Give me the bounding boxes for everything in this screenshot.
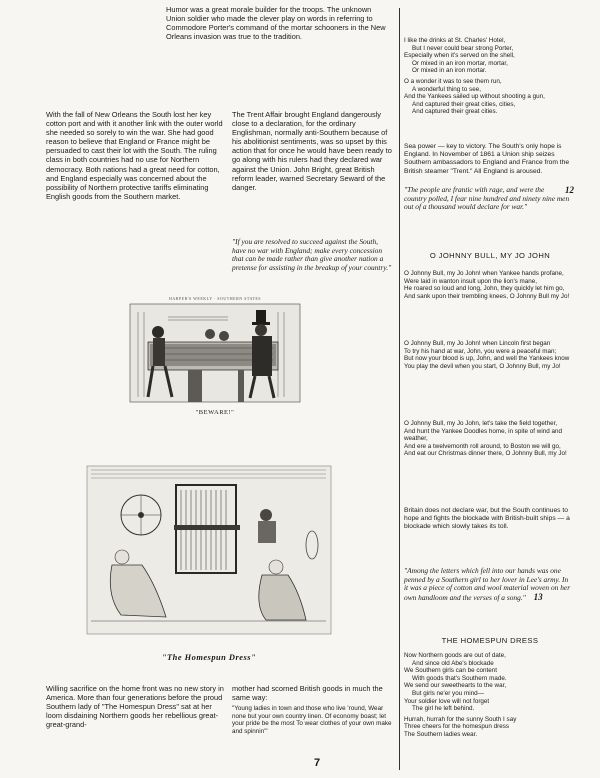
young-ladies-verse: "Young ladies in town and those who live 'round, Wear none but your own country linen. Of economy boast; let your pride be the most To wear clothes of your own make and spinnin'"	[232, 705, 392, 735]
johnny-bull-title: O JOHNNY BULL, MY JO JOHN	[429, 251, 551, 260]
letters-quote: "Among the letters which fell into our hands was one penned by a Southern girl to her lover in Lee's army. In it was a piece of cotton and wool material woven on her own handloom and the verses of a song."	[404, 566, 571, 602]
verse-line: With goods that's Southern made.	[412, 674, 507, 682]
homespun-caption: "The Homespun Dress"	[161, 653, 257, 662]
bright-quote: "If you are resolved to succeed against the South, have no war with England; make every concession that can be made rather than give another nation a pretense for assisting in the breakup of your country."	[232, 237, 392, 272]
homespun-engraving	[86, 465, 332, 641]
verse-line: And the Yankees sailed up without shooting a gun,	[404, 93, 545, 101]
beware-illustration-header: HARPER'S WEEKLY · SOUTHERN STATES	[168, 296, 262, 301]
homespun-dress-title: THE HOMESPUN DRESS	[441, 636, 539, 645]
beware-caption: "BEWARE!"	[195, 409, 235, 416]
letters-quote-block	[404, 567, 574, 602]
johnny-bull-stanza-1	[404, 270, 576, 300]
verse-line: We Southern girls can be content	[404, 667, 497, 675]
verse-line: I like the drinks at St. Charles' Hotel,	[404, 37, 506, 44]
verse-line: And hunt the Yankee Doodles home, in spite of wind and weather,	[404, 427, 562, 443]
verse-line: But I never could bear strong Porter,	[412, 44, 514, 52]
verse-line: And captured their great cities, cities,	[412, 100, 516, 108]
verse-line: O Johnny Bull, my Jo John, let's take the field together,	[404, 420, 558, 427]
johnny-bull-stanza-3	[404, 420, 576, 458]
footnote-number-12: 12	[565, 185, 574, 195]
verse-line: O Johnny Bull, my Jo John! when Yankee hands profane,	[404, 270, 564, 277]
verse-line: And sank upon their trembling knees, O Johnny Bull my Jo!	[404, 292, 570, 300]
verse-line: Hurrah, hurrah for the sunny South I say	[404, 715, 517, 723]
porter-verse	[404, 37, 576, 116]
page-number: 7	[314, 757, 321, 769]
willing-sacrifice-paragraph: Willing sacrifice on the home front was no new story in America. More than four generations before the proud Southern lady of "The Homespun Dress" sat at her loom disdaining Northern goods her rebellious great-great-grand-	[46, 684, 224, 730]
homespun-illustration	[86, 465, 332, 662]
verse-line: A wonderful thing to see,	[412, 85, 481, 93]
verse-line: Your soldier love will not forget	[404, 697, 490, 705]
humor-paragraph: Humor was a great morale builder for the troops. The unknown Union soldier who made the clever play on words in referring to Commodore Porter's command of the mortar schooners in the New Orleans invasion was true to the tradition.	[166, 5, 386, 42]
verse-line: And eat our Christmas dinner there, O Johnny Bull, my Jo!	[404, 450, 567, 458]
verse-line: And captured their great cities.	[412, 108, 498, 116]
beware-illustration	[128, 296, 302, 420]
homespun-dress-verse	[404, 652, 576, 739]
verse-line: We send our sweethearts to the war,	[404, 682, 507, 690]
verse-line: Now Northern goods are out of date,	[404, 652, 506, 659]
verse-line: Three cheers for the homespun dress	[404, 723, 510, 731]
verse-line: Especially when it's served on the shell,	[404, 52, 515, 60]
verse-line: And ere a twelvemonth roll around, to Boston we will go,	[404, 442, 561, 450]
column-divider	[399, 8, 400, 770]
frantic-quote-block	[404, 186, 574, 212]
verse-line: Were laid in wanton insult upon the lion's mane,	[404, 277, 538, 285]
verse-line: But now your blood is up, John, and well the Yankees know	[404, 355, 570, 363]
sea-power-note: Sea power — key to victory. The South's only hope is England. In November of 1861 a Union ship seizes Southern ambassadors to England and France from the British steamer "Trent." All England is aroused.	[404, 143, 570, 175]
verse-line: Or mixed in an iron mortar, mortar,	[412, 59, 508, 67]
verse-line: And since old Abe's blockade	[412, 659, 494, 667]
verse-line: He roared so loud and long, John, they quickly let him go,	[404, 285, 565, 293]
trent-affair-paragraph: The Trent Affair brought England dangerously close to a declaration, for the ordinary Englishman, normally anti-Southern because of his abolitionist sentiments, was so upset by this action that for once he would have been ready to go along with his rulers had they declared war against the Union. John Bright, great British reform leader, warned Secretary Seward of the danger.	[232, 110, 392, 192]
verse-line: O Johnny Bull, my Jo John! when Lincoln first began	[404, 340, 551, 347]
fall-of-new-orleans-paragraph: With the fall of New Orleans the South lost her key cotton port and with it another link with the outer world she needed so sorely to win the war. She had good reason to believe that England or France might be persuaded to cast their lot with the South. The ruling class in both countries had no use for Northern democracy. Both nations had a great need for cotton, and England especially was concerned about the possibility of Northern protective tariffs eliminating English goods from the Southern market.	[46, 110, 223, 201]
verse-line: To try his hand at war, John, you were a peaceful man;	[404, 347, 557, 355]
footnote-number-13: 13	[533, 591, 543, 602]
verse-line: But girls ne'er you mind—	[412, 689, 484, 697]
verse-line: The girl he left behind.	[412, 705, 475, 713]
verse-line: O a wonder it was to see them run,	[404, 77, 502, 85]
johnny-bull-stanza-2	[404, 340, 576, 370]
verse-line: Or mixed in an iron mortar.	[412, 67, 487, 75]
beware-engraving	[128, 302, 302, 406]
mother-paragraph: mother had scorned British goods in much the same way:	[232, 684, 383, 703]
britain-note: Britain does not declare war, but the South continues to hope and fights the blockade with British-built ships — a blockade which slowly takes its toll.	[404, 507, 570, 531]
frantic-quote: "The people are frantic with rage, and were the country polled, I fear nine hundred and ninety nine men out of a thousand would declare for war."	[404, 185, 570, 212]
verse-line: The Southern ladies wear.	[404, 730, 478, 738]
verse-line: You play the devil when you start, O Johnny Bull, my Jo!	[404, 362, 561, 370]
